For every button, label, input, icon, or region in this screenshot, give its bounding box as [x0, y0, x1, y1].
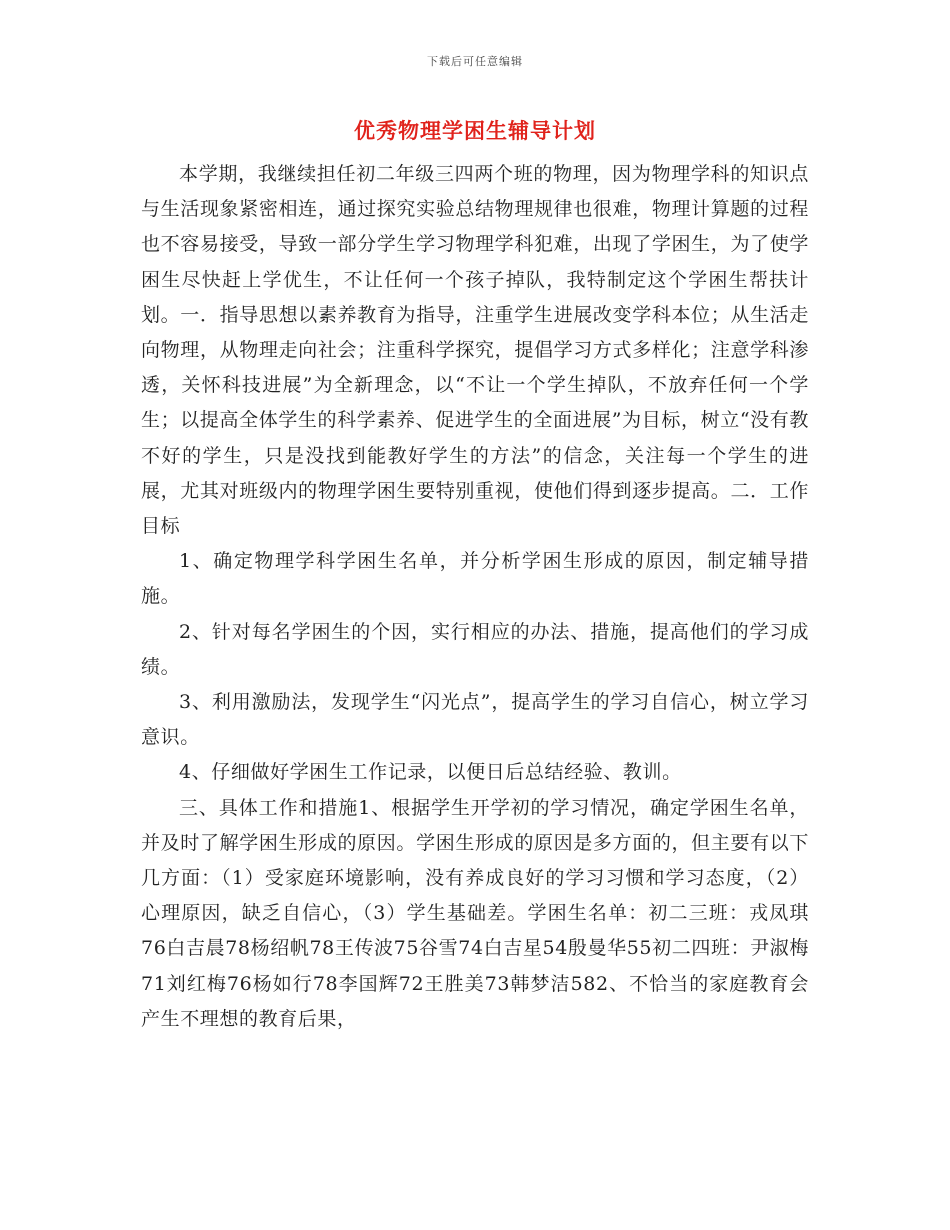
- paragraph: 4、仔细做好学困生工作记录，以便日后总结经验、教训。: [179, 761, 682, 784]
- document-title: 优秀物理学困生辅导计划: [354, 118, 596, 143]
- paragraph: 3、利用激励法，发现学生“闪光点”，提高学生的学习自信心，树立学习意识。: [141, 691, 809, 749]
- paragraph: 2、针对每名学困生的个因，实行相应的办法、措施，提高他们的学习成绩。: [141, 620, 809, 678]
- paragraph: 三、具体工作和措施1、根据学生开学初的学习情况，确定学困生名单，并及时了解学困生形成的原因。学困生形成的原因是多方面的，但主要有以下几方面：（1）受家庭环境影响，没有养成良好的学习习惯和学习态度，（2）心理原因，缺乏自信心，（3）学生基础差。学困生名单：初二三班：戎凤琪76白吉晨78杨绍帆78王传波75谷雪74白吉星54殷曼华55初二四班：尹淑梅71刘红梅76杨如行78李国辉72王胜美73韩梦洁582、不恰当的家庭教育会产生不理想的教育后果，: [141, 796, 809, 1030]
- header-note: 下载后可任意编辑: [427, 55, 523, 68]
- document-body: [141, 157, 809, 1037]
- paragraph: 1、确定物理学科学困生名单，并分析学困生形成的原因，制定辅导措施。: [141, 550, 809, 608]
- paragraph: 本学期，我继续担任初二年级三四两个班的物理，因为物理学科的知识点与生活现象紧密相连，通过探究实验总结物理规律也很难，物理计算题的过程也不容易接受，导致一部分学生学习物理学科犯难，出现了学困生，为了使学困生尽快赶上学优生，不让任何一个孩子掉队，我特制定这个学困生帮扶计划。一．指导思想以素养教育为指导，注重学生进展改变学科本位；从生活走向物理，从物理走向社会；注重科学探究，提倡学习方式多样化；注意学科渗透，关怀科技进展”为全新理念，以“不让一个学生掉队，不放弃任何一个学生；以提高全体学生的科学素养、促进学生的全面进展”为目标，树立“没有教不好的学生，只是没找到能教好学生的方法”的信念，关注每一个学生的进展，尤其对班级内的物理学困生要特别重视，使他们得到逐步提高。二．工作目标: [141, 163, 809, 538]
